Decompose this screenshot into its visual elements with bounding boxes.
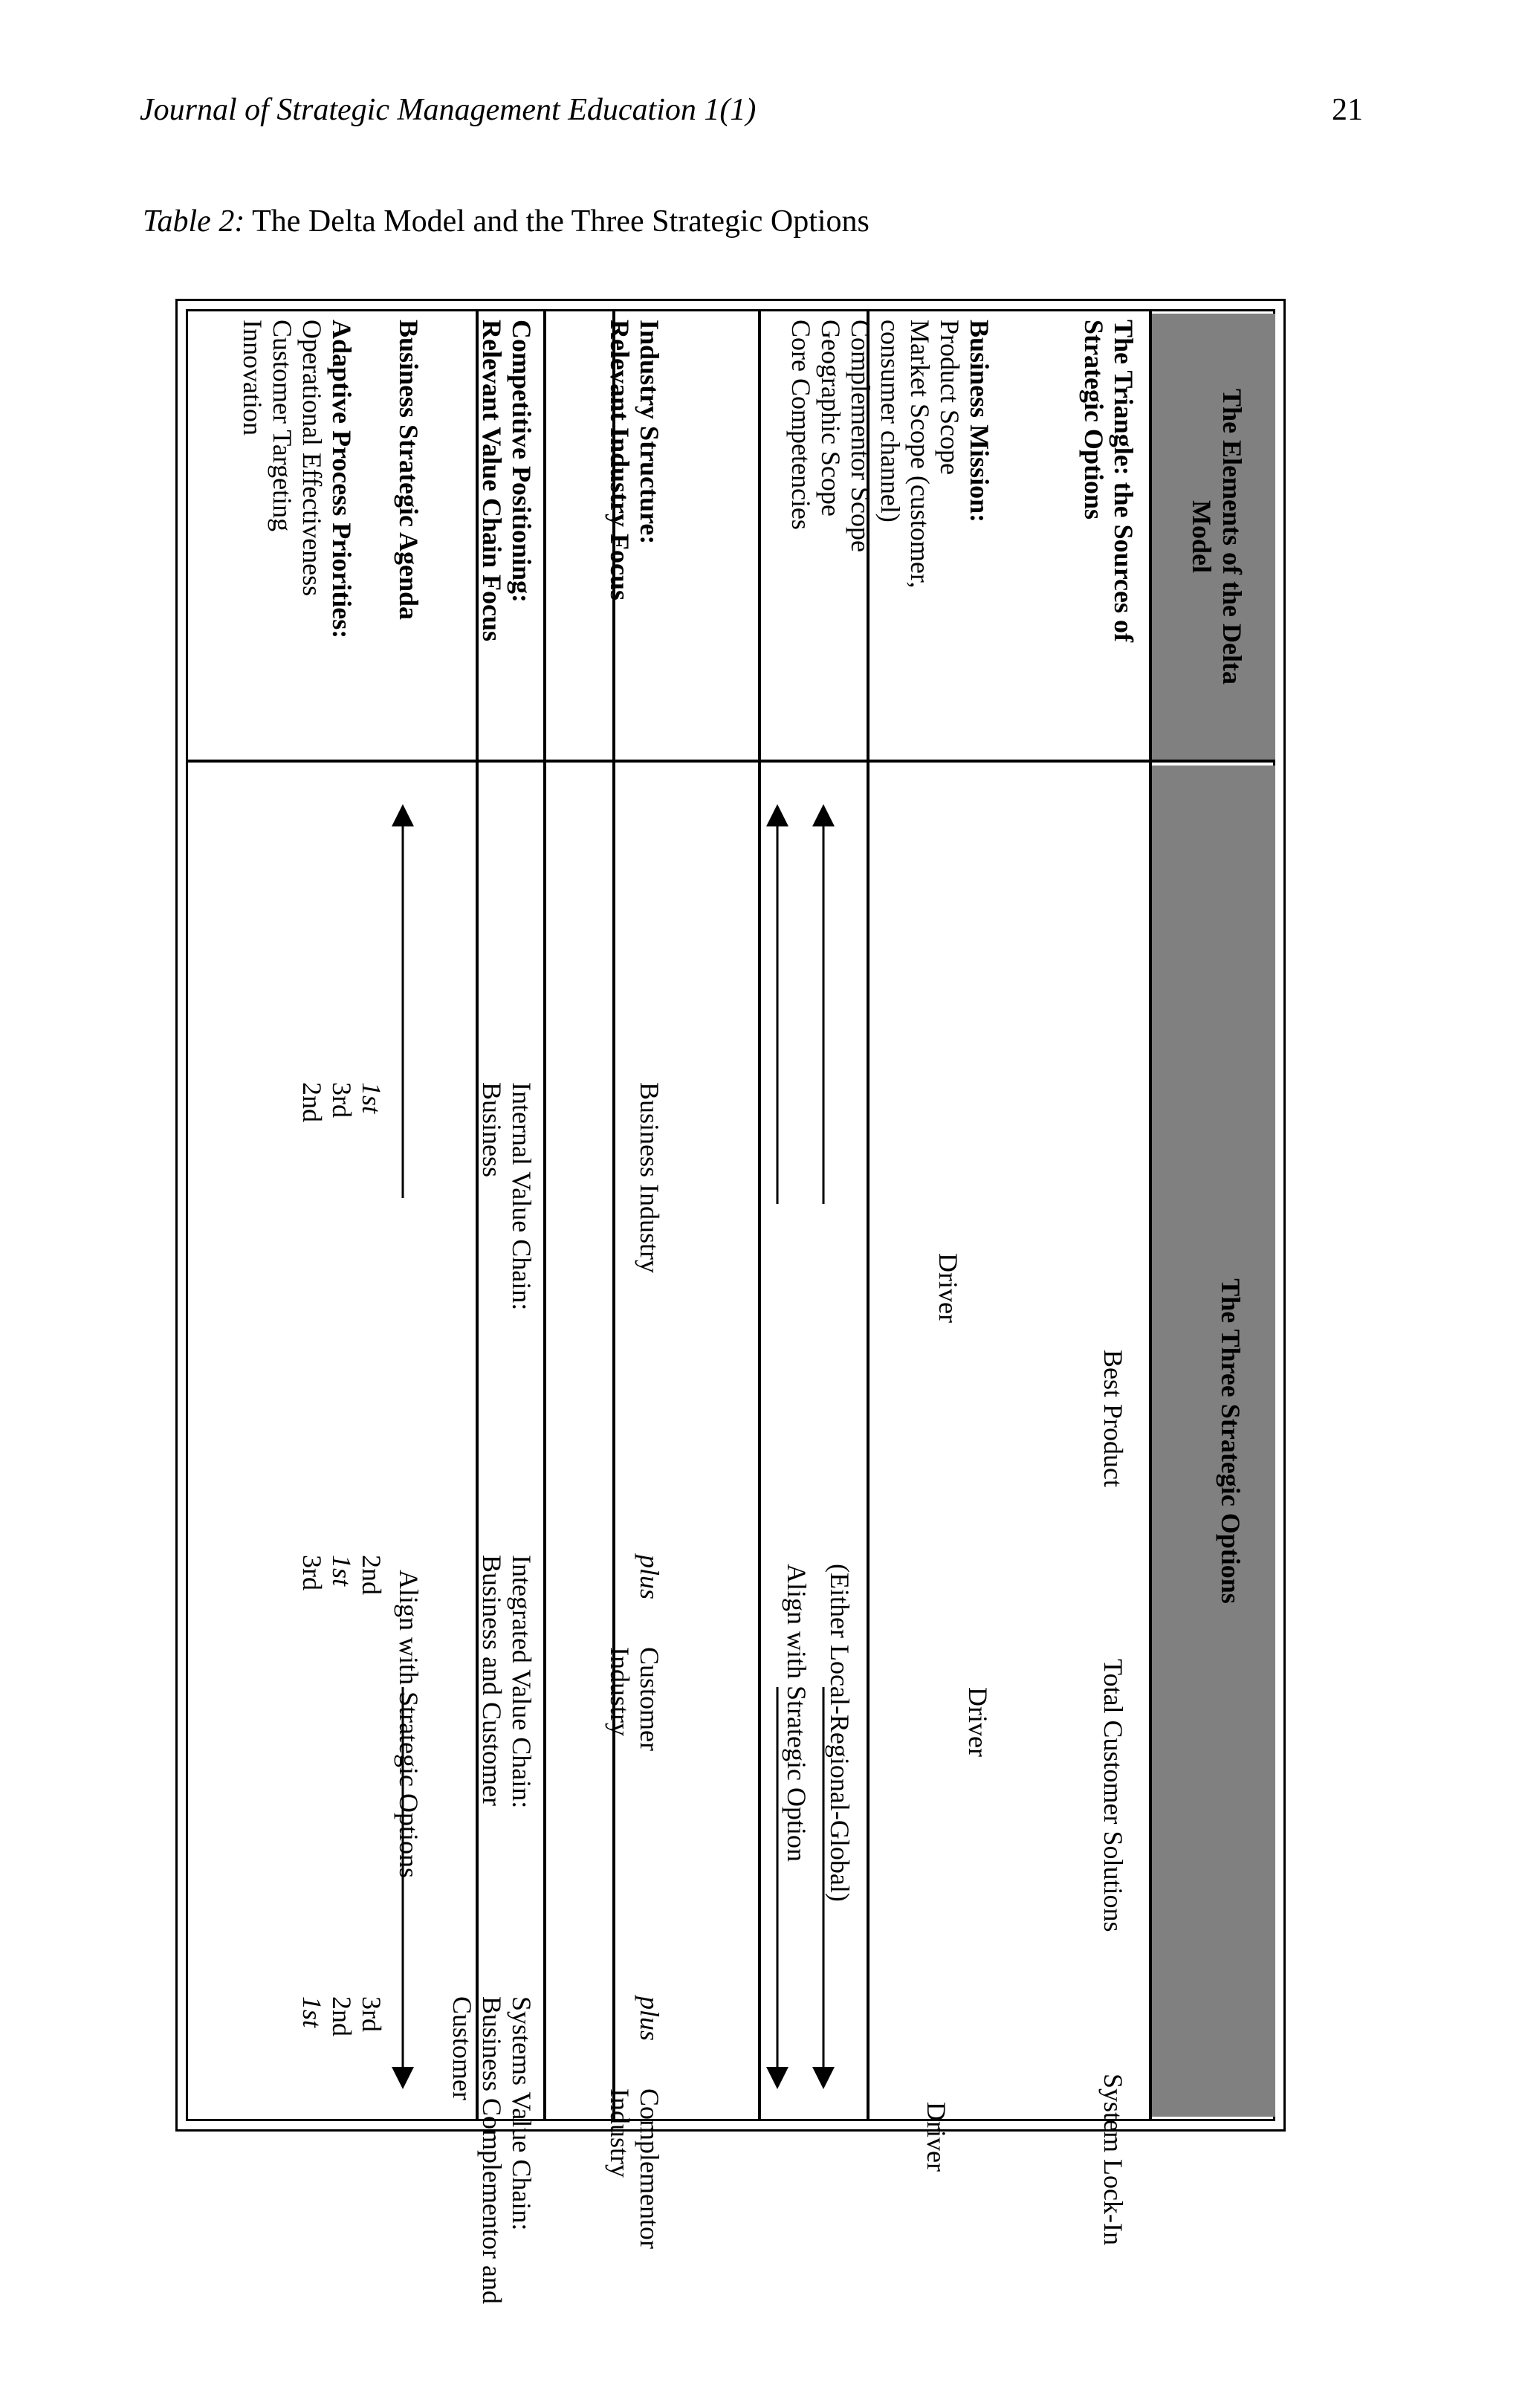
running-head: Journal of Strategic Management Education 1(1) [140,93,757,127]
positioning-sli-3-text: Customer [447,1996,477,2100]
mission-item-4-text: Complementor Scope [846,320,875,552]
adaptive-rank-sli-3: 1st [297,1996,327,2028]
industry-tcs-1-text: Customer [635,1647,664,1751]
adaptive-rank-best-2: 3rd [327,1082,357,1118]
header-options: The Three Strategic Options [1216,1278,1246,1604]
driver-total-customer-solutions-text: Driver [963,1687,993,1757]
header-elements-line-1: The Elements of the Delta [1217,389,1247,684]
caption-label: Table 2: [143,204,245,239]
positioning-sli-1-text: Systems Value Chain: [507,1996,537,2231]
driver-best-product-text: Driver [933,1253,963,1323]
mission-item-3-text: consumer channel) [875,320,905,522]
col-total-customer-solutions-text: Total Customer Solutions [1098,1659,1128,1932]
adaptive-rank-sli-1: 3rd [357,1996,386,2032]
adaptive-rank-sli-2: 2nd [327,1996,357,2036]
adaptive-item-2-text: Customer Targeting [268,320,297,532]
col-best-product-text: Best Product [1098,1350,1128,1487]
adaptive-title-text: Adaptive Process Priorities: [327,320,357,639]
adaptive-rank-tcs-3: 3rd [297,1555,327,1590]
triangle-title-2-text: Strategic Options [1079,320,1109,520]
core-competencies-text-text: Align with Strategic Option [782,1564,812,1862]
positioning-tcs-1-text: Integrated Value Chain: [507,1555,537,1809]
positioning-best-2-text: Business [477,1082,507,1178]
positioning-title-2-text: Relevant Value Chain Focus [477,320,507,642]
industry-sli-2-text: Industry [605,2088,635,2178]
positioning-sli-2-text: Business Complementor and [477,1996,507,2304]
industry-best-text: Business Industry [635,1082,664,1274]
col-system-lock-in-text: System Lock-In [1098,2074,1128,2245]
agenda-title-text: Business Strategic Agenda [394,320,424,621]
triangle-title-1-text: The Triangle: the Sources of [1109,320,1139,642]
adaptive-rank-best-1: 1st [357,1082,386,1114]
industry-sli-plus-text: plus [635,1996,664,2042]
header-elements-line-2: Model [1186,500,1217,573]
adaptive-item-3-text: Innovation [238,320,268,436]
adaptive-rank-tcs-1: 2nd [357,1555,386,1595]
positioning-best-1-text: Internal Value Chain: [507,1082,537,1311]
positioning-title-1-text: Competitive Positioning: [507,320,537,603]
mission-item-6-text: Core Competencies [786,320,816,530]
agenda-text-text: Align with Strategic Options [394,1570,424,1878]
positioning-tcs-2-text: Business and Customer [477,1555,507,1806]
mission-item-5-text: Geographic Scope [816,320,846,517]
adaptive-rank-tcs-2: 1st [327,1555,357,1587]
industry-title-2-text: Relevant Industry Focus [605,320,635,601]
adaptive-item-1-text: Operational Effectiveness [297,320,327,597]
industry-title-1-text: Industry Structure: [635,320,664,545]
industry-sli-1-text: Complementor [635,2088,664,2249]
page-number: 21 [1332,93,1363,127]
mission-title-text: Business Mission: [965,320,994,523]
geo-scope-text-text: (Either Local-Regional-Global) [825,1564,855,1902]
adaptive-rank-best-3: 2nd [297,1082,327,1122]
mission-item-2-text: Market Scope (customer, [905,320,935,589]
industry-tcs-plus-text: plus [635,1555,664,1600]
industry-tcs-2-text: Industry [605,1647,635,1736]
caption-text: The Delta Model and the Three Strategic Options [252,204,870,239]
mission-item-1-text: Product Scope [935,320,965,475]
driver-system-lock-in-text: Driver [922,2102,951,2172]
